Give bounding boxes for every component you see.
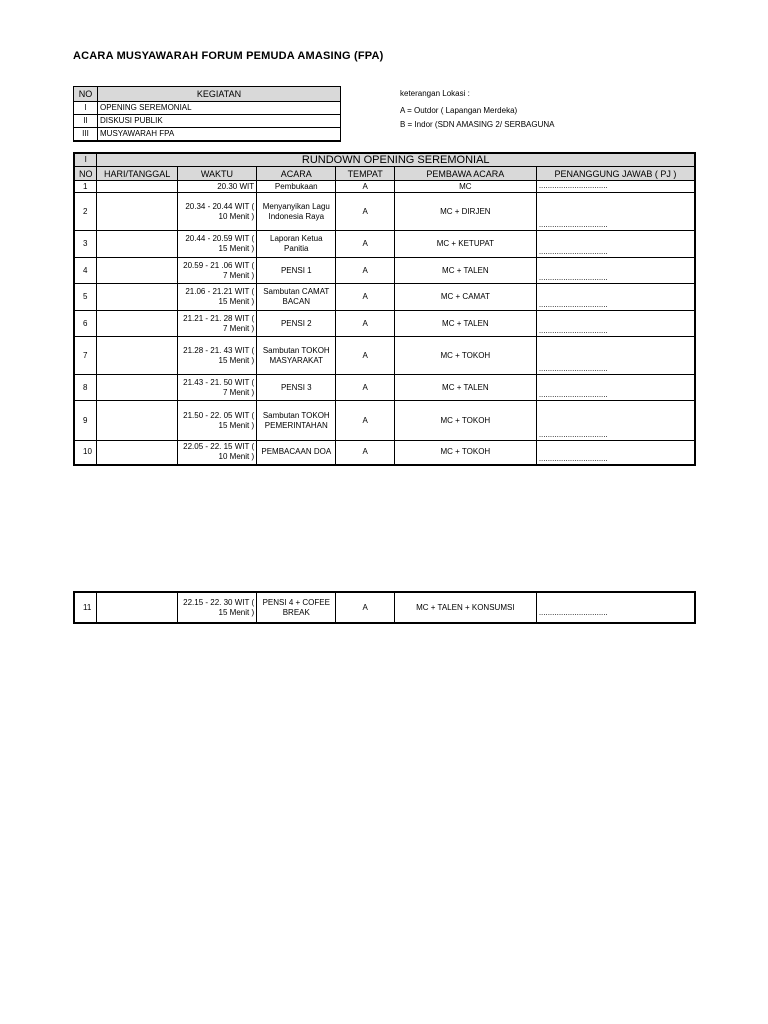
row-waktu: 22.05 - 22. 15 WIT ( 10 Menit ) [177, 441, 256, 465]
row-acara: PEMBACAAN DOA [257, 441, 336, 465]
row-tempat: A [336, 284, 394, 311]
row-penanggung-jawab: ............................... [536, 284, 695, 311]
row-penanggung-jawab: ............................... [536, 592, 695, 623]
row-pembawa-acara: MC + TOKOH [394, 337, 536, 375]
kegiatan-no: II [74, 115, 98, 128]
row-no: 5 [74, 284, 97, 311]
row-penanggung-jawab: ............................... [536, 181, 695, 193]
row-penanggung-jawab: ............................... [536, 258, 695, 284]
row-acara: Sambutan TOKOH PEMERINTAHAN [257, 401, 336, 441]
row-tempat: A [336, 441, 394, 465]
header-pembawa-acara: PEMBAWA ACARA [394, 167, 536, 181]
row-waktu: 20.59 - 21 .06 WIT ( 7 Menit ) [177, 258, 256, 284]
header-no: NO [74, 167, 97, 181]
rundown-row [74, 401, 695, 441]
row-acara: Laporan Ketua Panitia [257, 231, 336, 258]
rundown-body [74, 181, 695, 465]
row-pembawa-acara: MC + TOKOH [394, 441, 536, 465]
row-hari-tanggal [97, 401, 177, 441]
document-title: ACARA MUSYAWARAH FORUM PEMUDA AMASING (FPA) [73, 50, 384, 62]
kegiatan-no: III [74, 128, 98, 142]
rundown-row [74, 375, 695, 401]
row-no: 6 [74, 311, 97, 337]
row-pembawa-acara: MC [394, 181, 536, 193]
row-no: 4 [74, 258, 97, 284]
row-hari-tanggal [97, 441, 177, 465]
row-penanggung-jawab: ............................... [536, 231, 695, 258]
row-hari-tanggal [97, 181, 177, 193]
row-tempat: A [336, 592, 394, 623]
rundown-continued-body [74, 592, 695, 623]
row-pembawa-acara: MC + CAMAT [394, 284, 536, 311]
rundown-header-row [74, 167, 695, 181]
header-waktu: WAKTU [177, 167, 256, 181]
rundown-continued-table [73, 591, 696, 624]
row-tempat: A [336, 311, 394, 337]
row-acara: PENSI 1 [257, 258, 336, 284]
rundown-row [74, 337, 695, 375]
rundown-row [74, 592, 695, 623]
row-tempat: A [336, 231, 394, 258]
rundown-row [74, 284, 695, 311]
row-pembawa-acara: MC + TALEN [394, 258, 536, 284]
rundown-row [74, 311, 695, 337]
row-no: 7 [74, 337, 97, 375]
row-hari-tanggal [97, 311, 177, 337]
row-acara: PENSI 2 [257, 311, 336, 337]
row-no: 11 [74, 592, 97, 623]
row-no: 1 [74, 181, 97, 193]
row-waktu: 21.21 - 21. 28 WIT ( 7 Menit ) [177, 311, 256, 337]
row-waktu: 21.28 - 21. 43 WIT ( 15 Menit ) [177, 337, 256, 375]
kegiatan-row [74, 102, 341, 115]
row-tempat: A [336, 193, 394, 231]
row-tempat: A [336, 375, 394, 401]
row-waktu: 21.06 - 21.21 WIT ( 15 Menit ) [177, 284, 256, 311]
kegiatan-name: MUSYAWARAH FPA [98, 128, 341, 142]
row-hari-tanggal [97, 592, 177, 623]
kegiatan-header-row [74, 87, 341, 102]
section-title: RUNDOWN OPENING SEREMONIAL [97, 153, 695, 167]
row-acara: Menyanyikan Lagu Indonesia Raya [257, 193, 336, 231]
row-waktu: 22.15 - 22. 30 WIT ( 15 Menit ) [177, 592, 256, 623]
row-no: 3 [74, 231, 97, 258]
row-no: 10 [74, 441, 97, 465]
header-tempat: TEMPAT [336, 167, 394, 181]
row-penanggung-jawab: ............................... [536, 311, 695, 337]
section-number: I [74, 153, 97, 167]
row-hari-tanggal [97, 258, 177, 284]
kegiatan-no: I [74, 102, 98, 115]
kegiatan-name: OPENING SEREMONIAL [98, 102, 341, 115]
keterangan-a: A = Outdor ( Lapangan Merdeka) [400, 106, 518, 115]
row-hari-tanggal [97, 337, 177, 375]
rundown-row [74, 193, 695, 231]
row-hari-tanggal [97, 231, 177, 258]
row-penanggung-jawab: ............................... [536, 441, 695, 465]
kegiatan-name: DISKUSI PUBLIK [98, 115, 341, 128]
row-tempat: A [336, 337, 394, 375]
row-penanggung-jawab: ............................... [536, 375, 695, 401]
rundown-row [74, 181, 695, 193]
rundown-table [73, 152, 696, 466]
row-pembawa-acara: MC + TALEN [394, 311, 536, 337]
row-no: 2 [74, 193, 97, 231]
row-waktu: 21.50 - 22. 05 WIT ( 15 Menit ) [177, 401, 256, 441]
rundown-row [74, 441, 695, 465]
header-penanggung-jawab: PENANGGUNG JAWAB ( PJ ) [536, 167, 695, 181]
header-hari-tanggal: HARI/TANGGAL [97, 167, 177, 181]
row-tempat: A [336, 181, 394, 193]
row-tempat: A [336, 258, 394, 284]
row-penanggung-jawab: ............................... [536, 337, 695, 375]
row-acara: Sambutan TOKOH MASYARAKAT [257, 337, 336, 375]
row-waktu: 21.43 - 21. 50 WIT ( 7 Menit ) [177, 375, 256, 401]
row-acara: PENSI 3 [257, 375, 336, 401]
row-no: 8 [74, 375, 97, 401]
row-acara: Sambutan CAMAT BACAN [257, 284, 336, 311]
keterangan-title: keterangan Lokasi : [400, 89, 470, 98]
row-pembawa-acara: MC + KETUPAT [394, 231, 536, 258]
row-pembawa-acara: MC + DIRJEN [394, 193, 536, 231]
row-waktu: 20.44 - 20.59 WIT ( 15 Menit ) [177, 231, 256, 258]
rundown-row [74, 231, 695, 258]
row-tempat: A [336, 401, 394, 441]
header-kegiatan: KEGIATAN [98, 87, 341, 102]
row-hari-tanggal [97, 193, 177, 231]
row-waktu: 20.30 WIT [177, 181, 256, 193]
row-hari-tanggal [97, 375, 177, 401]
rundown-section-row [74, 153, 695, 167]
row-waktu: 20.34 - 20.44 WIT ( 10 Menit ) [177, 193, 256, 231]
row-pembawa-acara: MC + TOKOH [394, 401, 536, 441]
kegiatan-table [73, 86, 341, 142]
header-acara: ACARA [257, 167, 336, 181]
row-acara: PENSI 4 + COFEE BREAK [257, 592, 336, 623]
kegiatan-row [74, 128, 341, 142]
kegiatan-row [74, 115, 341, 128]
row-no: 9 [74, 401, 97, 441]
row-acara: Pembukaan [257, 181, 336, 193]
rundown-row [74, 258, 695, 284]
header-no: NO [74, 87, 98, 102]
row-pembawa-acara: MC + TALEN + KONSUMSI [394, 592, 536, 623]
keterangan-b: B = Indor (SDN AMASING 2/ SERBAGUNA [400, 120, 555, 129]
row-pembawa-acara: MC + TALEN [394, 375, 536, 401]
row-penanggung-jawab: ............................... [536, 401, 695, 441]
row-hari-tanggal [97, 284, 177, 311]
row-penanggung-jawab: ............................... [536, 193, 695, 231]
